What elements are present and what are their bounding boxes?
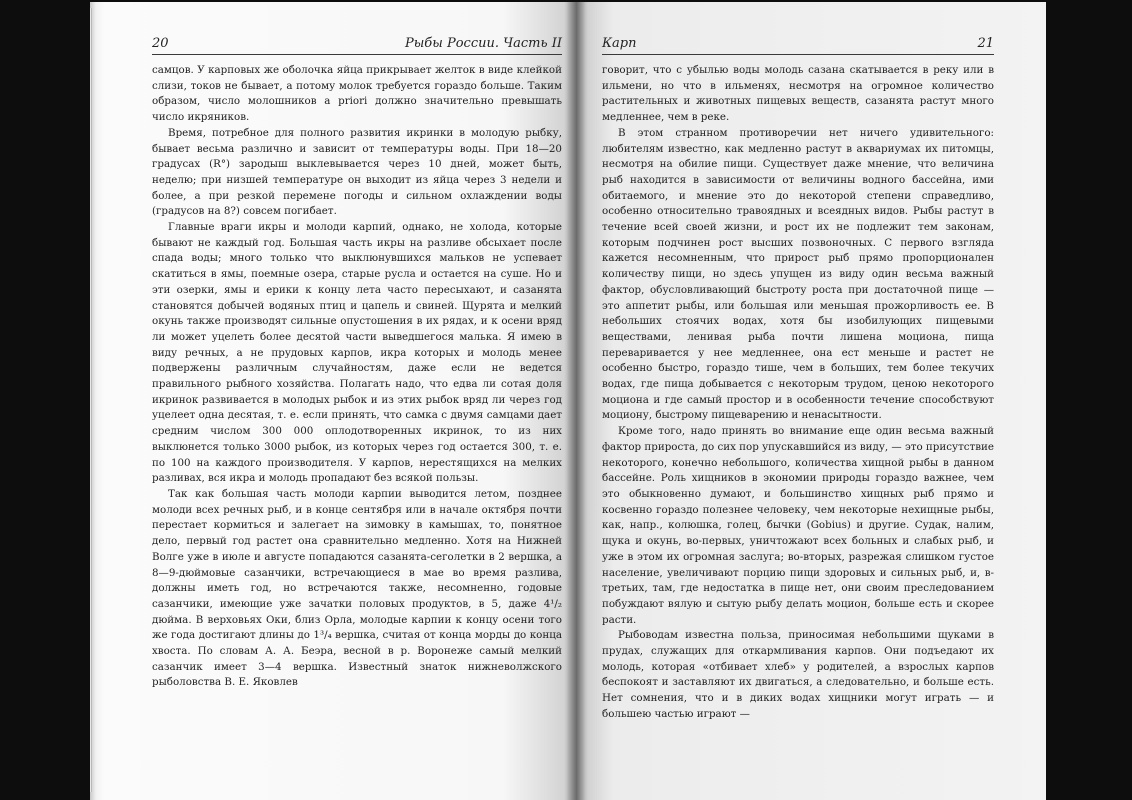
right-page-text: [602, 63, 994, 723]
right-paragraph-4: Рыбоводам известна польза, приносимая небольшими щуками в прудах, служащих для откармливания карпов. Они подъедают их молодь, которая «отбивает хлеб» у родителей, а взрослых карпов беспокоят и заставляют их двигаться, а следовательно, и больше есть. Нет сомнения, что и в диких водах хищники могут играть — и большею частью играют —: [602, 629, 994, 720]
page-edges: [90, 8, 92, 792]
left-page: [90, 2, 576, 800]
left-paragraph-4: Так как большая часть молоди карпии выводится летом, позднее молоди всех речных рыб, и в конце сентября или в начале октября почти перестает кормиться и залегает на зимовку в камышах, то, понятное дело, первый год растет она сравнительно медленно. Хотя на Нижней Волге уже в июле и августе попадаются сазанята-сеголетки в 2 вершка, а 8—9-дюймовые сазанчики, встречающиеся в мае во время разлива, должны иметь год, но встречаются также, несомненно, годовые сазанчики, имеющие уже зачатки половых продуктов, в 5, даже 4¹/₂ дюйма. В верховьях Оки, близ Орла, молодые карпии к концу осени того же года достигают длины до 1³/₄ вершка, считая от конца морды до конца хвоста. По словам А. А. Беэра, весной в р. Воронеже самый мелкий сазанчик имеет 3—4 вершка. Известный знаток нижневолжского рыболовства В. Е. Яковлев: [152, 487, 562, 689]
left-paragraph-3: Главные враги икры и молоди карпий, однако, не холода, которые бывают не каждый год. Большая часть икры на разливе обсыхает после спада воды; много только что выклюнувшихся мальков не успевает скатиться в ямы, поемные озера, старые русла и остается на суше. Но и эти озерки, ямы и ерики к концу лета часто пересыхают, и сазанята становятся добычей водяных птиц и цапель и свиней. Щурята и мелкий окунь также производят сильные опустошения в их рядах, и к осени вряд ли может уцелеть более десятой части выведшегося малька. Я имею в виду речных, а не прудовых карпов, икра которых и молодь менее подвержены различным случайностям, даже если не ведется правильного рыбного хозяйства. Полагать надо, что едва ли сотая доля икринок развивается в молодых рыбок и из этих рыбок вряд ли через год уцелеет одна десятая, т. е. если принять, что самка с двумя самцами дает средним числом 300 000 оплодотворенных икринок, то из них выклюнется только 3000 рыбок, из которых через год остается 300, т. е. по 100 на каждого производителя. У карпов, нерестящихся на мелких разливах, вся икра и молодь пропадают без всякой пользы.: [152, 221, 562, 485]
left-paragraph-2: Время, потребное для полного развития икринки в молодую рыбку, бывает весьма различно и зависит от температуры воды. При 18—20 градусах (R°) зародыш выклевывается через 10 дней, может быть, неделю; при низшей температуре он выходит из яйца через 3 недели и более, а при резкой перемене погоды и сильном охлаждении воды (градусов на 8?) совсем погибает.: [152, 126, 562, 218]
right-paragraph-2: В этом странном противоречии нет ничего удивительного: любителям известно, как медленно растут в аквариумах их питомцы, несмотря на обилие пищи. Существует даже мнение, что величина рыб находится в зависимости от величины водного бассейна, ими обитаемого, и мнение это до некоторой степени справедливо, особенно относительно травоядных и всеядных видов. Рыбы растут в течение всей своей жизни, и рост их не подлежит тем законам, которым подчинен рост высших позвоночных. С первого взгляда кажется несомненным, что прирост рыб прямо пропорционален количеству пищи, но здесь упущен из виду один весьма важный фактор, обусловливающий быстроту роста при достаточной пище — это аппетит рыбы, или большая или меньшая прожорливость ее. В небольших стоячих водах, хотя бы изобилующих пищевыми веществами, ленивая рыба почти лишена моциона, пища переваривается у нее медленнее, она ест меньше и растет не особенно быстро, гораздо тише, чем в больших, тем более текучих водах, где пища добывается с некоторым трудом, ценою некоторого моциона и где самый простор и в особенности течение способствуют моциону, быстрому пищеварению и ненасытности.: [602, 126, 994, 422]
left-page-number: 20: [152, 36, 169, 51]
right-page-number: 21: [977, 36, 994, 51]
right-running-title: Карп: [602, 36, 637, 51]
left-page-text: [152, 63, 562, 691]
book-spread: [90, 2, 1046, 800]
right-paragraph-3: Кроме того, надо принять во внимание еще один весьма важный фактор прироста, до сих пор упускавшийся из виду, — это присутствие некоторого, конечно небольшого, количества хищной рыбы в данном бассейне. Роль хищников в экономии природы гораздо важнее, чем это обыкновенно думают, и большинство хищных рыб прямо и косвенно гораздо полезнее человеку, чем некоторые нехищные рыбы, как, напр., колюшка, голец, бычки (Gobius) и другие. Судак, налим, щука и окунь, во-первых, уничтожают всех больных и слабых рыб, и уже в этом их огромная заслуга; во-вторых, разрежая слишком густое население, увеличивают порцию пищи здоровых и сильных рыб, и, в-третьих, там, где недостатка в пище нет, они своим преследованием побуждают вялую и сытую рыбу делать моцион, больше есть и скорее расти.: [602, 425, 994, 626]
left-running-title: Рыбы России. Часть II: [404, 36, 562, 51]
left-paragraph-1: самцов. У карповых же оболочка яйца прикрывает желток в виде клейкой слизи, токов не бывает, а потому молок требуется гораздо больше. Таким образом, число молошников а priori должно значительно превышать число икряников.: [152, 64, 562, 124]
right-page: [576, 2, 1046, 800]
right-page-header: [602, 34, 994, 55]
right-paragraph-1: говорит, что с убылью воды молодь сазана скатывается в реку или в ильмени, но что в ильменях, несмотря на огромное количество растительных и животных пищевых веществ, сазанята растут много медленнее, чем в реке.: [602, 64, 994, 124]
left-page-header: [152, 34, 562, 55]
